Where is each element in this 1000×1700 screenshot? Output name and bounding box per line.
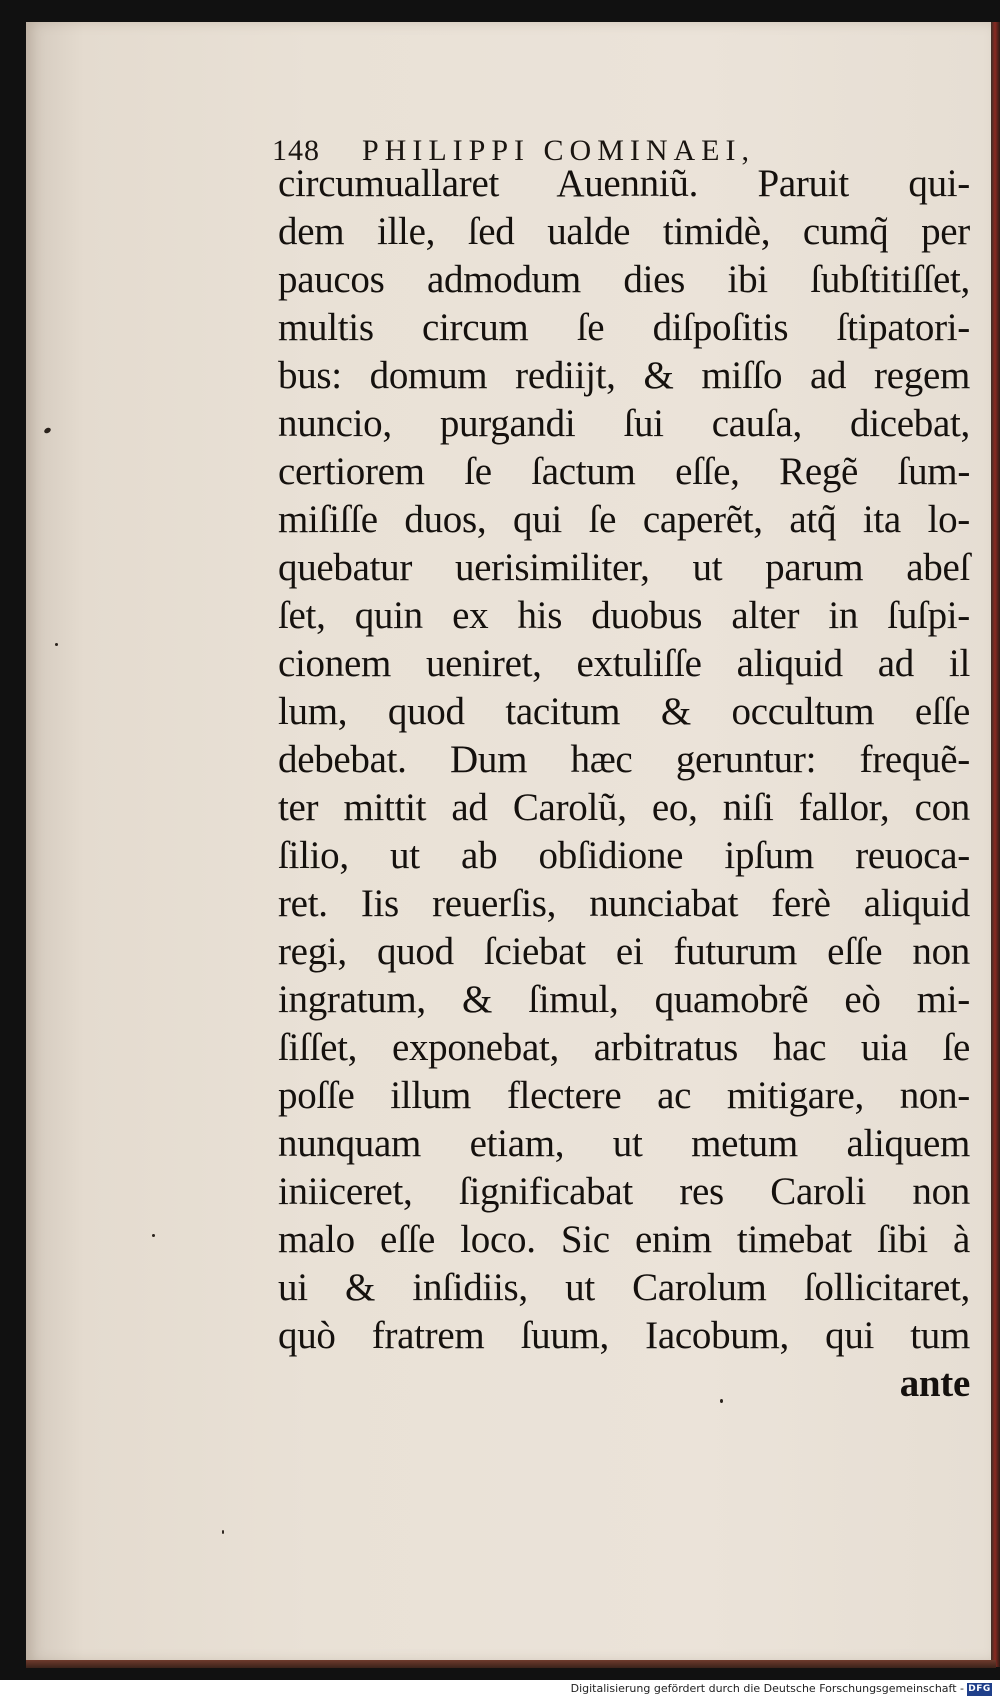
text-line: ter mittit ad Carolũ, eo, niſi fallor, con: [278, 786, 970, 829]
page-edge: [991, 22, 1000, 1667]
text-line: multis circum ſe diſpoſitis ſtipatori-: [278, 306, 970, 349]
text-line: ingratum, & ſimul, quamobrẽ eò mi-: [278, 978, 970, 1021]
text-line: cionem ueniret, extuliſſe aliquid ad il: [278, 642, 970, 685]
funding-credit: Digitalisierung gefördert durch die Deutsche Forschungsgemeinschaft -: [570, 1682, 964, 1695]
text-line: ret. Iis reuerſis, nunciabat ferè aliquid: [278, 882, 970, 925]
text-line: miſiſſe duos, qui ſe caperẽt, atq̃ ita lo-: [278, 498, 970, 541]
text-line: ſet, quin ex his duobus alter in ſuſpi-: [278, 594, 970, 637]
text-line: quò fratrem ſuum, Iacobum, qui tum: [278, 1314, 970, 1357]
ink-speck: [720, 1399, 723, 1403]
ink-speck: [55, 643, 58, 646]
text-line: debebat. Dum hæc geruntur: frequẽ-: [278, 738, 970, 781]
text-line: ui & inſidiis, ut Carolum ſollicitaret,: [278, 1266, 970, 1309]
text-line: poſſe illum flectere ac mitigare, non-: [278, 1074, 970, 1117]
ink-speck: [152, 1234, 155, 1237]
book-bottom-edge: [26, 1660, 996, 1668]
text-line: iniiceret, ſignificabat res Caroli non: [278, 1170, 970, 1213]
text-line: lum, quod tacitum & occultum eſſe: [278, 690, 970, 733]
text-line: certiorem ſe ſactum eſſe, Regẽ ſum-: [278, 450, 970, 493]
text-line: circumuallaret Auenniũ. Paruit qui-: [278, 162, 970, 205]
catchword: ante: [899, 1362, 970, 1405]
text-line: dem ille, ſed ualde timidè, cumq̃ per: [278, 210, 970, 253]
text-line: malo eſſe loco. Sic enim timebat ſibi à: [278, 1218, 970, 1261]
page-number: 148: [272, 134, 320, 167]
footer-bar: [0, 1680, 1000, 1700]
ink-speck: [222, 1530, 224, 1534]
dfg-logo: DFG: [968, 1684, 991, 1694]
text-line: paucos admodum dies ibi ſubſtitiſſet,: [278, 258, 970, 301]
text-line: ſiſſet, exponebat, arbitratus hac uia ſe: [278, 1026, 970, 1069]
text-line: nunquam etiam, ut metum aliquem: [278, 1122, 970, 1165]
text-line: ſilio, ut ab obſidione ipſum reuoca-: [278, 834, 970, 877]
text-line: quebatur uerisimiliter, ut parum abeſ: [278, 546, 970, 589]
text-line: bus: domum rediijt, & miſſo ad regem: [278, 354, 970, 397]
running-head: PHILIPPI COMINAEI,: [362, 134, 755, 167]
text-line: nuncio, purgandi ſui cauſa, dicebat,: [278, 402, 970, 445]
text-line: regi, quod ſciebat ei futurum eſſe non: [278, 930, 970, 973]
body-text: [278, 160, 970, 1408]
